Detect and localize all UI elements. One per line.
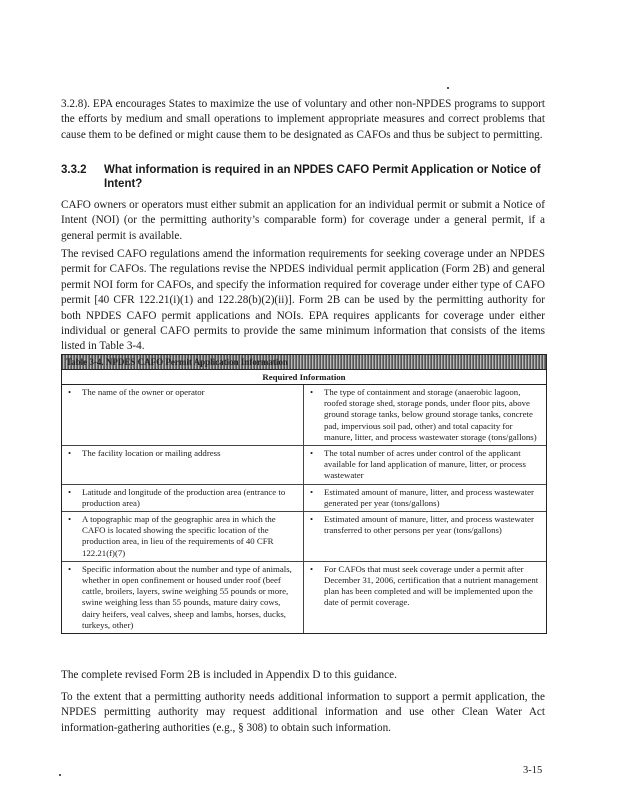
table-row xyxy=(62,485,546,512)
appendix-paragraph: The complete revised Form 2B is included in Appendix D to this guidance. xyxy=(61,669,397,681)
table-title: Table 3-4. NPDES CAFO Permit Application Information xyxy=(62,355,546,370)
intro-paragraph: 3.2.8). EPA encourages States to maximize the use of voluntary and other non-NPDES programs to support the efforts by medium and small operations to implement appropriate measures and correct problems that cause them to be defined or might cause them to be designated as CAFOs and thus be subject to permitting. xyxy=(61,98,545,141)
bullet-icon: • xyxy=(68,563,72,574)
bullet-icon: • xyxy=(68,514,72,525)
bullet-icon: • xyxy=(310,387,314,397)
table-cell xyxy=(62,446,304,484)
bullet-icon: • xyxy=(68,448,72,459)
cell-text: Specific information about the number and type of animals, whether in open confinement or housed under roof (beef cattle, broilers, layers, swine weighing 55 pounds or more, swine weighing less than 55 pounds, mature dairy cows, dairy heifers, veal calves, sheep and lambs, horses, ducks, turkeys, other) xyxy=(82,563,292,630)
table-cell xyxy=(62,485,304,511)
cell-text: For CAFOs that must seek coverage under a permit after December 31, 2006, certification that a nutrient management plan has been completed and will be implemented upon the date of permit coverage. xyxy=(324,563,539,608)
bullet-icon: • xyxy=(68,387,72,397)
section-title: What information is required in an NPDES CAFO Permit Application or Notice of Intent? xyxy=(104,164,541,190)
table-cell xyxy=(304,512,546,561)
cell-text: A topographic map of the geographic area in which the CAFO is located showing the specific location of the production area, in lieu of the requirements of 40 CFR 122.21(f)(7) xyxy=(82,514,276,558)
table-row xyxy=(62,385,546,446)
table-cell xyxy=(304,446,546,484)
bullet-icon: • xyxy=(310,514,314,525)
cell-text: Estimated amount of manure, litter, and process wastewater transferred to other persons per year (tons/gallons) xyxy=(324,514,534,536)
table-cell xyxy=(304,562,546,633)
cell-text: The type of containment and storage (anaerobic lagoon, roofed storage shed, storage ponds, under floor pits, above ground storage tanks, below ground storage tanks, concrete pad, impervious soil pad, other) and total capacity for manure, litter, and process wastewater storage (tons/gallons) xyxy=(324,387,537,442)
requirements-paragraph: The revised CAFO regulations amend the information requirements for seeking coverage under an NPDES permit for CAFOs. The regulations revise the NPDES individual permit application (Form 2B) and general permit NOI form for CAFOs, and specify the information required for coverage under either type of CAFO permit [40 CFR 122.21(i)(1) and 122.28(b)(2)(ii)]. Form 2B can be used by the permitting authority for both NPDES CAFO permit applications and NOIs. EPA requires applicants for coverage under either individual or general CAFO permits to provide the same minimum information that consists of the items listed in Table 3-4. xyxy=(61,248,545,353)
additional-info-paragraph: To the extent that a permitting authority needs additional information to support a permit application, the NPDES permitting authority may request additional information and use other Clean Water Act information-gathering authorities (e.g., § 308) to obtain such information. xyxy=(61,691,545,734)
cell-text: The name of the owner or operator xyxy=(82,387,205,397)
table-cell xyxy=(304,485,546,511)
table-row xyxy=(62,446,546,485)
bullet-icon: • xyxy=(310,448,314,459)
cell-text: The facility location or mailing address xyxy=(82,448,221,459)
section-number: 3.3.2 xyxy=(61,164,87,176)
table-cell xyxy=(62,385,304,445)
table-header: Required Information xyxy=(62,370,546,385)
page-number: 3-15 xyxy=(523,765,543,776)
table-cell xyxy=(304,385,546,445)
table-cell xyxy=(62,512,304,561)
bullet-icon: • xyxy=(310,563,314,574)
owner-submission-paragraph: CAFO owners or operators must either submit an application for an individual permit or submit a Notice of Intent (NOI) (or the permitting authority’s comparable form) for coverage under a general permit, if a general permit is available. xyxy=(61,199,545,242)
cell-text: The total number of acres under control of the applicant available for land application of manure, litter, or process wastewater xyxy=(324,448,526,481)
scan-speck xyxy=(59,774,61,776)
cell-text: Estimated amount of manure, litter, and process wastewater generated per year (tons/gallons) xyxy=(324,486,534,508)
bullet-icon: • xyxy=(310,486,314,497)
cell-text: Latitude and longitude of the production area (entrance to production area) xyxy=(82,486,286,508)
table-row xyxy=(62,512,546,562)
table-row xyxy=(62,562,546,633)
scan-speck xyxy=(447,87,449,89)
table-cell xyxy=(62,562,304,633)
bullet-icon: • xyxy=(68,486,72,497)
required-information-table xyxy=(61,354,547,634)
